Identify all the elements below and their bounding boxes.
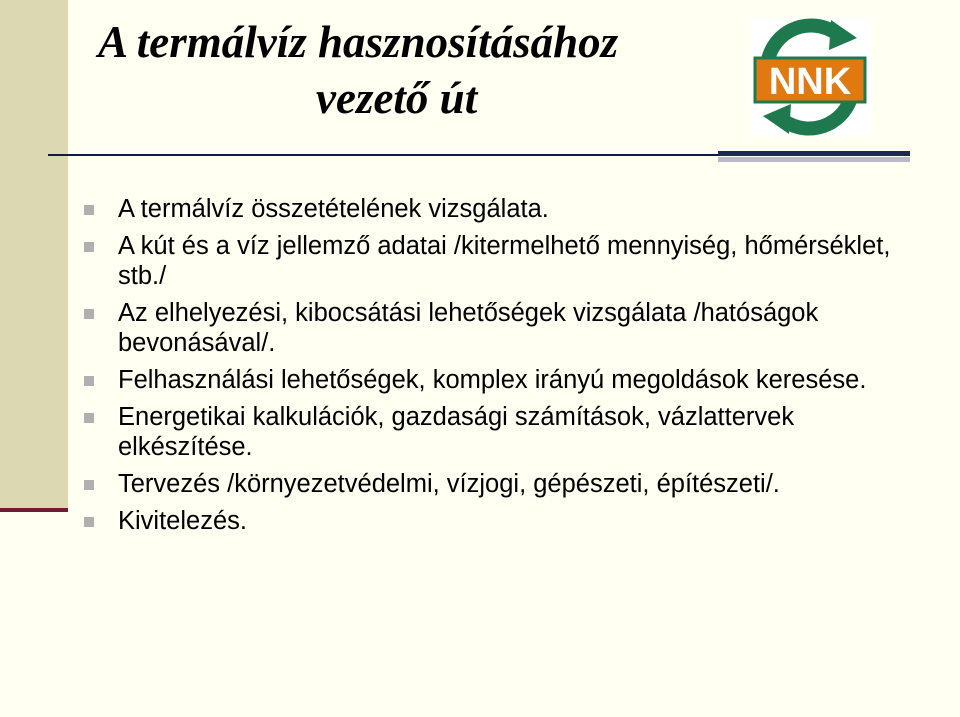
list-item bbox=[84, 402, 914, 462]
slide-title bbox=[98, 14, 728, 126]
list-item-text: A termálvíz összetételének vizsgálata. bbox=[118, 195, 549, 223]
list-item bbox=[84, 231, 914, 291]
square-bullet-icon bbox=[84, 205, 94, 215]
list-item bbox=[84, 298, 914, 358]
left-band-accent bbox=[0, 508, 68, 512]
list-item bbox=[84, 365, 914, 395]
title-line-1: A termálvíz hasznosításához bbox=[98, 17, 619, 67]
square-bullet-icon bbox=[84, 242, 94, 252]
left-decor-band bbox=[0, 0, 68, 512]
logo-text: NNK bbox=[768, 61, 852, 103]
title-divider-accent bbox=[718, 151, 910, 156]
list-item-text: Kivitelezés. bbox=[118, 507, 247, 535]
list-item-text: Felhasználási lehetőségek, komplex irányú megoldások keresése. bbox=[118, 366, 867, 394]
nnk-logo bbox=[749, 18, 871, 136]
bullet-list bbox=[84, 194, 914, 543]
square-bullet-icon bbox=[84, 376, 94, 386]
title-line-2: vezető út bbox=[316, 73, 478, 123]
list-item bbox=[84, 194, 914, 224]
square-bullet-icon bbox=[84, 480, 94, 490]
title-divider-shadow bbox=[718, 157, 910, 162]
square-bullet-icon bbox=[84, 413, 94, 423]
list-item bbox=[84, 506, 914, 536]
square-bullet-icon bbox=[84, 309, 94, 319]
list-item-text: Az elhelyezési, kibocsátási lehetőségek vizsgálata /hatóságok bevonásával/. bbox=[118, 299, 819, 357]
list-item-text: Tervezés /környezetvédelmi, vízjogi, gépészeti, építészeti/. bbox=[118, 470, 780, 498]
list-item-text: Energetikai kalkulációk, gazdasági számítások, vázlattervek elkészítése. bbox=[118, 403, 795, 461]
list-item bbox=[84, 469, 914, 499]
square-bullet-icon bbox=[84, 517, 94, 527]
recycle-arrows-icon bbox=[749, 18, 871, 136]
list-item-text: A kút és a víz jellemző adatai /kitermelhető mennyiség, hőmérséklet, stb./ bbox=[118, 232, 891, 290]
